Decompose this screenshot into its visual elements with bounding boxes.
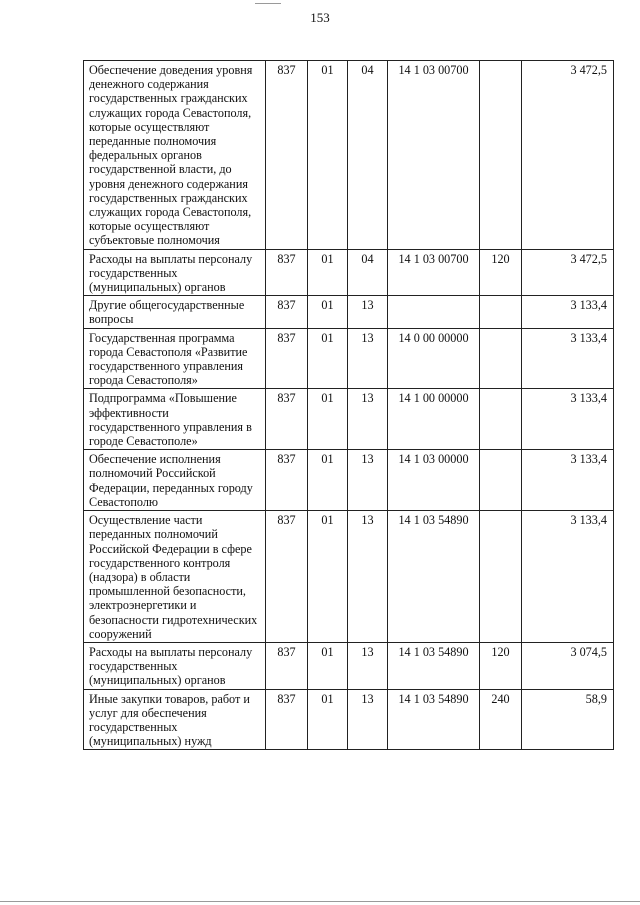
cell-subsection-code: 13 [348, 296, 388, 328]
cell-section-code: 01 [308, 249, 348, 296]
table-row [84, 296, 614, 328]
table-body [84, 61, 614, 750]
table-row [84, 450, 614, 511]
page-number: 153 [310, 10, 330, 25]
cell-admin-code: 837 [266, 61, 308, 250]
cell-section-code: 01 [308, 61, 348, 250]
table-row [84, 389, 614, 450]
table-row [84, 511, 614, 643]
cell-subsection-code: 13 [348, 389, 388, 450]
cell-admin-code: 837 [266, 249, 308, 296]
cell-section-code: 01 [308, 689, 348, 750]
cell-amount: 3 133,4 [522, 511, 614, 643]
cell-admin-code: 837 [266, 689, 308, 750]
table-row [84, 61, 614, 250]
cell-amount: 3 472,5 [522, 249, 614, 296]
cell-admin-code: 837 [266, 450, 308, 511]
cell-target-code: 14 1 03 54890 [388, 511, 480, 643]
cell-amount: 3 074,5 [522, 642, 614, 689]
cell-target-code: 14 1 03 54890 [388, 642, 480, 689]
cell-expense-type-code: 240 [480, 689, 522, 750]
cell-expense-type-code [480, 511, 522, 643]
cell-admin-code: 837 [266, 296, 308, 328]
cell-expense-name: Расходы на выплаты персоналу государственных (муниципальных) органов [84, 642, 266, 689]
cell-admin-code: 837 [266, 642, 308, 689]
cell-section-code: 01 [308, 450, 348, 511]
table-row [84, 328, 614, 389]
cell-amount: 58,9 [522, 689, 614, 750]
cell-expense-type-code [480, 296, 522, 328]
cell-amount: 3 133,4 [522, 389, 614, 450]
cell-amount: 3 472,5 [522, 61, 614, 250]
cell-amount: 3 133,4 [522, 296, 614, 328]
cell-subsection-code: 13 [348, 511, 388, 643]
cell-target-code: 14 1 03 00000 [388, 450, 480, 511]
cell-target-code: 14 1 03 00700 [388, 249, 480, 296]
cell-target-code: 14 1 00 00000 [388, 389, 480, 450]
cell-section-code: 01 [308, 642, 348, 689]
cell-expense-name: Обеспечение доведения уровня денежного содержания государственных гражданских служащих города Севастополя, которые осуществляют переданные полномочия федеральных органов государственной власти, до уровня денежного содержания государственных гражданских служащих города Севастополя, которые осуществляют субъектовые полномочия [84, 61, 266, 250]
cell-target-code: 14 0 00 00000 [388, 328, 480, 389]
cell-section-code: 01 [308, 511, 348, 643]
cell-expense-name: Государственная программа города Севастополя «Развитие государственного управления города Севастополя» [84, 328, 266, 389]
cell-expense-name: Обеспечение исполнения полномочий Российской Федерации, переданных городу Севастополю [84, 450, 266, 511]
cell-amount: 3 133,4 [522, 450, 614, 511]
cell-subsection-code: 13 [348, 642, 388, 689]
cell-expense-type-code [480, 328, 522, 389]
cell-expense-name: Расходы на выплаты персоналу государственных (муниципальных) органов [84, 249, 266, 296]
cell-subsection-code: 13 [348, 689, 388, 750]
cell-expense-name: Подпрограмма «Повышение эффективности государственного управления в городе Севастополе» [84, 389, 266, 450]
table-row [84, 642, 614, 689]
cell-expense-name: Другие общегосударственные вопросы [84, 296, 266, 328]
cell-expense-type-code [480, 389, 522, 450]
cell-section-code: 01 [308, 328, 348, 389]
cell-target-code [388, 296, 480, 328]
cell-subsection-code: 13 [348, 328, 388, 389]
scan-edge-mark-top [255, 3, 281, 4]
cell-amount: 3 133,4 [522, 328, 614, 389]
cell-expense-type-code: 120 [480, 642, 522, 689]
cell-admin-code: 837 [266, 389, 308, 450]
cell-subsection-code: 13 [348, 450, 388, 511]
cell-expense-type-code [480, 450, 522, 511]
cell-subsection-code: 04 [348, 249, 388, 296]
budget-table [83, 60, 614, 750]
cell-expense-name: Иные закупки товаров, работ и услуг для обеспечения государственных (муниципальных) нужд [84, 689, 266, 750]
cell-expense-name: Осуществление части переданных полномочий Российской Федерации в сфере государственного контроля (надзора) в области промышленной безопасности, электроэнергетики и безопасности гидротехнических сооружений [84, 511, 266, 643]
cell-section-code: 01 [308, 389, 348, 450]
cell-expense-type-code [480, 61, 522, 250]
cell-admin-code: 837 [266, 328, 308, 389]
table-row [84, 689, 614, 750]
cell-target-code: 14 1 03 00700 [388, 61, 480, 250]
cell-expense-type-code: 120 [480, 249, 522, 296]
scan-edge-mark-bottom [0, 901, 640, 902]
cell-target-code: 14 1 03 54890 [388, 689, 480, 750]
cell-subsection-code: 04 [348, 61, 388, 250]
cell-section-code: 01 [308, 296, 348, 328]
cell-admin-code: 837 [266, 511, 308, 643]
table-row [84, 249, 614, 296]
